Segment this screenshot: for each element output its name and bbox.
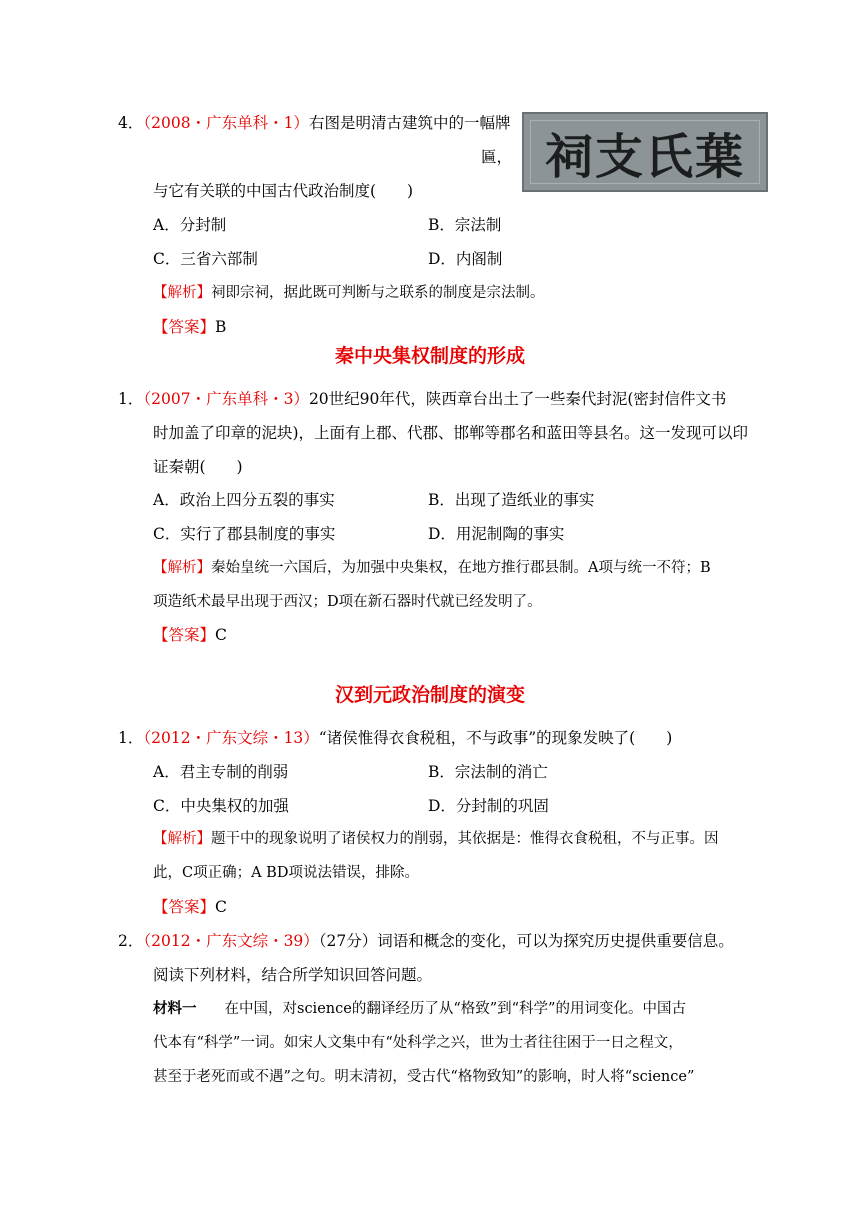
answer-value: C [215,898,227,916]
question-text: “诸侯惟得衣食税租，不与政事”的现象发映了( ) [318,729,673,747]
question-number: 4． [118,114,144,132]
option-d: D．用泥制陶的事实 [428,525,565,543]
question-source: （2008・广东单科・1） [143,114,309,132]
option-d: D．分封制的巩固 [428,797,549,815]
analysis-line2: 此，C项正确；A BD项说法错误，排除。 [153,865,419,881]
answer-value: C [215,626,227,644]
question-text: （27分）词语和概念的变化，可以为探究历史提供重要信息。 [318,932,734,950]
option-c: C．中央集权的加强 [153,797,289,815]
question-4-line3: 与它有关联的中国古代政治制度( ) [153,182,414,200]
analysis-text: 秦始皇统一六国后，为加强中央集权，在地方推行郡县制。A项与统一不符；B [211,560,711,576]
question-1-line1 [118,728,672,748]
section-title: 秦中央集权制度的形成 [334,345,525,367]
question-2-line2: 阅读下列材料，结合所学知识回答问题。 [153,966,433,984]
material-line3: 甚至于老死而或不遇”之句。明末清初，受古代“格物致知”的影响，时人将“science” [153,1069,695,1085]
analysis [153,558,711,578]
question-text: 20世纪90年代，陕西章台出土了一些秦代封泥(密封信件文书 [308,390,727,408]
question-2-line1 [118,931,734,951]
option-a: A．分封制 [153,216,227,234]
plaque-image [522,112,768,192]
question-source: （2007・广东单科・3） [143,390,309,408]
analysis-text: 题干中的现象说明了诸侯权力的削弱，其依据是：惟得衣食税租，不与正事。因 [211,831,719,847]
option-b: B．宗法制的消亡 [428,763,548,781]
answer-label: 【答案】 [153,626,216,644]
analysis-line2: 项造纸术最早出现于西汉；D项在新石器时代就已经发明了。 [153,594,542,610]
question-4-line1 [118,113,510,133]
question-source: （2012・广东文综・13） [143,729,319,747]
answer [153,625,227,645]
question-1-line3: 证秦朝( ) [153,458,243,476]
question-4-line2: 匾， [481,148,513,166]
analysis [153,283,545,303]
material-label: 材料一 [153,1000,197,1017]
question-source: （2012・广东文综・39） [143,932,319,950]
answer-label: 【答案】 [153,318,216,336]
option-b: B．出现了造纸业的事实 [428,491,595,509]
analysis [153,829,719,849]
question-1-line2: 时加盖了印章的泥块)，上面有上郡、代郡、邯郸等郡名和蓝田等县名。这一发现可以印 [153,424,749,442]
option-d: D．内阁制 [428,250,503,268]
question-number: 1． [118,729,144,747]
analysis-label: 【解析】 [153,285,211,301]
analysis-label: 【解析】 [153,560,211,576]
material-text: 在中国，对science的翻译经历了从“格致”到“科学”的用词变化。中国古 [224,1001,686,1017]
question-number: 2． [118,932,144,950]
option-a: A．君主专制的削弱 [153,763,289,781]
answer [153,317,226,337]
answer [153,897,227,917]
plaque-frame [530,120,760,184]
question-text: 右图是明清古建筑中的一幅牌 [308,114,511,132]
option-a: A．政治上四分五裂的事实 [153,491,335,509]
analysis-label: 【解析】 [153,831,211,847]
material-line2: 代本有“科学”一词。如宋人文集中有“处科学之兴，世为士者往往困于一日之程文， [153,1035,683,1051]
answer-label: 【答案】 [153,898,216,916]
plaque-text: 祠支氏葉 [544,128,745,185]
question-number: 1． [118,390,144,408]
question-1-line1 [118,389,726,409]
option-b: B．宗法制 [428,216,502,234]
analysis-text: 祠即宗祠，据此既可判断与之联系的制度是宗法制。 [211,285,545,301]
option-c: C．三省六部制 [153,250,258,268]
material-line1 [153,999,686,1019]
option-c: C．实行了郡县制度的事实 [153,525,336,543]
answer-value: B [215,318,227,336]
section-title: 汉到元政治制度的演变 [334,684,525,706]
